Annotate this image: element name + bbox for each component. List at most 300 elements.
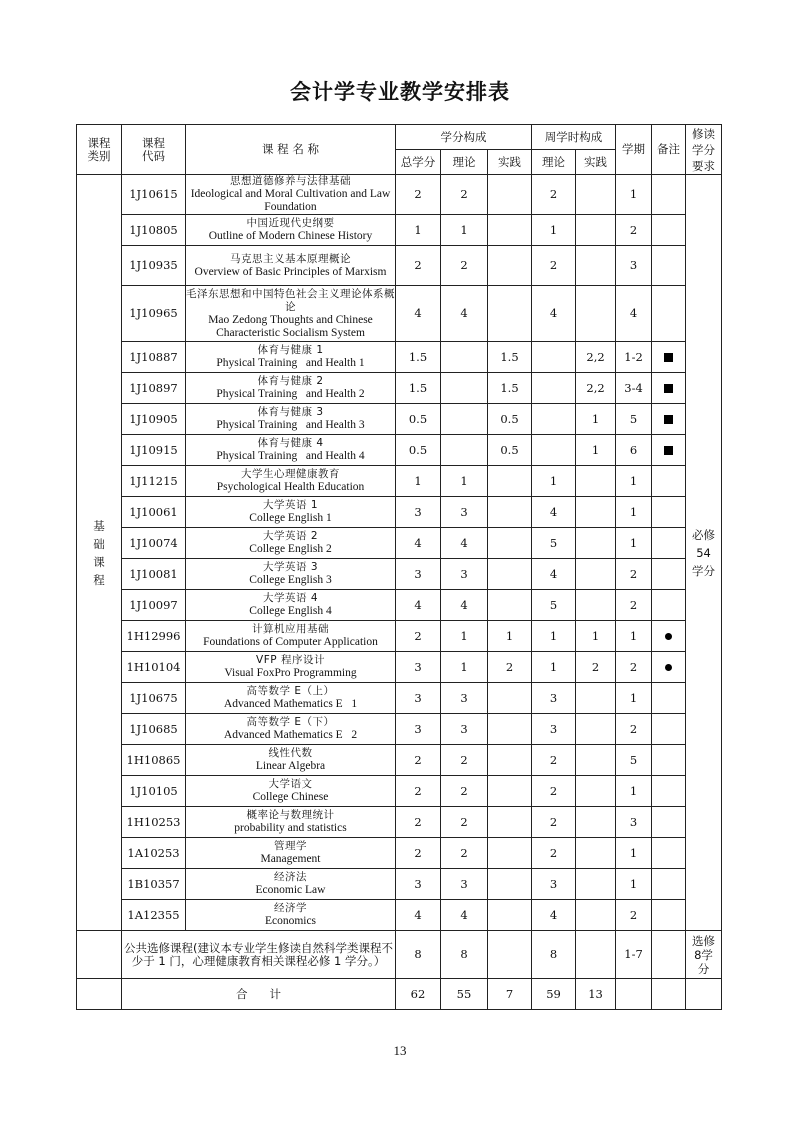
practice-credit: 2 xyxy=(488,652,532,683)
square-marker-icon xyxy=(664,446,673,455)
required-credits-label: 必修54学分 xyxy=(692,527,716,578)
course-name-en: Visual FoxPro Programming xyxy=(224,667,357,679)
practice-credit xyxy=(488,869,532,900)
page-number: 13 xyxy=(393,1043,407,1058)
theory-hours xyxy=(532,404,576,435)
course-name-en: Foundations of Computer Application xyxy=(203,636,378,648)
course-name xyxy=(186,683,396,714)
theory-credit: 8 xyxy=(441,931,488,979)
remark-cell xyxy=(652,286,686,342)
course-name-cn: 经济法 xyxy=(274,871,307,883)
theory-credit: 4 xyxy=(441,286,488,342)
table-row xyxy=(77,838,722,869)
table-row xyxy=(77,652,722,683)
table-row xyxy=(77,246,722,286)
category-label: 基础课程 xyxy=(93,518,105,587)
square-marker-icon xyxy=(664,384,673,393)
practice-hours xyxy=(576,559,616,590)
course-code: 1J10074 xyxy=(122,528,186,559)
course-name-cn: 思想道德修养与法律基础 xyxy=(230,175,351,187)
course-name-en: Economic Law xyxy=(255,884,326,896)
remark-cell xyxy=(652,590,686,621)
course-code: 1H12996 xyxy=(122,621,186,652)
course-name xyxy=(186,373,396,404)
course-name-en: College Chinese xyxy=(252,791,329,803)
theory-hours: 1 xyxy=(532,215,576,246)
course-name-en: probability and statistics xyxy=(234,822,347,834)
semester: 1-2 xyxy=(616,342,652,373)
dot-marker-icon xyxy=(665,633,672,640)
practice-hours xyxy=(576,466,616,497)
remark-cell xyxy=(652,528,686,559)
total-theory-hours: 59 xyxy=(532,979,576,1010)
practice-credit xyxy=(488,215,532,246)
dot-marker-icon xyxy=(665,664,672,671)
semester: 5 xyxy=(616,404,652,435)
table-row xyxy=(77,683,722,714)
course-name-cn: 大学英语 1 xyxy=(262,499,319,511)
practice-credit xyxy=(488,590,532,621)
remark-cell xyxy=(652,215,686,246)
practice-hours xyxy=(576,246,616,286)
theory-hours: 1 xyxy=(532,466,576,497)
course-table-body xyxy=(77,175,722,1010)
practice-credit xyxy=(488,776,532,807)
theory-credit: 3 xyxy=(441,869,488,900)
table-row xyxy=(77,869,722,900)
remark-cell xyxy=(652,466,686,497)
course-name-en: College English 1 xyxy=(249,512,332,524)
theory-hours: 3 xyxy=(532,869,576,900)
elective-credits-label: 选修8学分 xyxy=(692,933,716,976)
course-name-cn: 大学生心理健康教育 xyxy=(241,468,340,480)
course-code: 1J10805 xyxy=(122,215,186,246)
semester: 3 xyxy=(616,246,652,286)
theory-hours: 2 xyxy=(532,745,576,776)
remark-cell xyxy=(652,745,686,776)
course-code: 1J10097 xyxy=(122,590,186,621)
course-code: 1J10965 xyxy=(122,286,186,342)
course-name xyxy=(186,528,396,559)
course-name-cn: 线性代数 xyxy=(268,747,313,759)
course-code: 1H10253 xyxy=(122,807,186,838)
theory-credit: 4 xyxy=(441,590,488,621)
total-credit: 0.5 xyxy=(396,404,441,435)
course-name-cn: VFP 程序设计 xyxy=(256,654,325,666)
course-name xyxy=(186,776,396,807)
theory-hours: 2 xyxy=(532,807,576,838)
total-credit: 2 xyxy=(396,745,441,776)
theory-hours: 4 xyxy=(532,900,576,931)
practice-credit xyxy=(488,497,532,528)
theory-hours: 8 xyxy=(532,931,576,979)
table-row xyxy=(77,900,722,931)
header-hours-theory: 理论 xyxy=(532,150,576,175)
semester: 2 xyxy=(616,900,652,931)
header-category: 课程类别 xyxy=(77,125,122,175)
remark-cell xyxy=(652,559,686,590)
remark-cell xyxy=(652,776,686,807)
course-code: 1J10105 xyxy=(122,776,186,807)
header-requirement: 修读学分要求 xyxy=(686,125,722,175)
remark-cell xyxy=(652,497,686,528)
table-row xyxy=(77,590,722,621)
semester: 2 xyxy=(616,714,652,745)
remark-cell xyxy=(652,931,686,979)
course-name-cn: 大学英语 3 xyxy=(262,561,319,573)
course-code: 1B10357 xyxy=(122,869,186,900)
course-name xyxy=(186,590,396,621)
course-name-en: Management xyxy=(260,853,321,865)
practice-credit xyxy=(488,931,532,979)
course-code: 1A10253 xyxy=(122,838,186,869)
theory-hours: 2 xyxy=(532,776,576,807)
total-credit: 4 xyxy=(396,590,441,621)
table-row xyxy=(77,497,722,528)
header-remark: 备注 xyxy=(652,125,686,175)
course-name xyxy=(186,714,396,745)
header-hours-practice: 实践 xyxy=(576,150,616,175)
course-name xyxy=(186,435,396,466)
semester: 1 xyxy=(616,776,652,807)
course-name-cn: 概率论与数理统计 xyxy=(246,809,335,821)
public-elective-text: 公共选修课程(建议本专业学生修读自然科学类课程不少于 1 门，心理健康教育相关课程必修 1 学分。） xyxy=(122,931,396,979)
public-elective-row xyxy=(77,931,722,979)
header-practice: 实践 xyxy=(488,150,532,175)
total-credit: 2 xyxy=(396,838,441,869)
course-name-en: College English 3 xyxy=(249,574,332,586)
remark-cell xyxy=(652,175,686,215)
total-credit: 2 xyxy=(396,621,441,652)
total-credit: 2 xyxy=(396,807,441,838)
empty-cell xyxy=(616,979,652,1010)
course-name-en: Physical Training and Health 1 xyxy=(216,357,365,369)
practice-hours: 1 xyxy=(576,621,616,652)
semester: 1 xyxy=(616,175,652,215)
practice-credit xyxy=(488,745,532,776)
course-name-cn: 高等数学 E（上） xyxy=(246,685,335,697)
course-name xyxy=(186,246,396,286)
table-row xyxy=(77,404,722,435)
course-code: 1J10897 xyxy=(122,373,186,404)
table-row xyxy=(77,175,722,215)
requirement-cell xyxy=(686,175,722,931)
practice-hours xyxy=(576,528,616,559)
total-credit: 1 xyxy=(396,215,441,246)
theory-credit: 4 xyxy=(441,900,488,931)
remark-cell xyxy=(652,652,686,683)
theory-hours xyxy=(532,435,576,466)
total-practice-hours: 13 xyxy=(576,979,616,1010)
semester: 4 xyxy=(616,286,652,342)
practice-hours xyxy=(576,497,616,528)
theory-credit: 2 xyxy=(441,175,488,215)
total-credit: 2 xyxy=(396,246,441,286)
header-theory: 理论 xyxy=(441,150,488,175)
theory-hours: 2 xyxy=(532,175,576,215)
table-row xyxy=(77,528,722,559)
header-semester: 学期 xyxy=(616,125,652,175)
theory-hours: 1 xyxy=(532,652,576,683)
theory-hours: 3 xyxy=(532,683,576,714)
theory-credit xyxy=(441,435,488,466)
practice-hours xyxy=(576,807,616,838)
course-name xyxy=(186,900,396,931)
total-credit: 0.5 xyxy=(396,435,441,466)
category-cell xyxy=(77,175,122,931)
theory-hours: 3 xyxy=(532,714,576,745)
table-row xyxy=(77,286,722,342)
course-name-en: Physical Training and Health 4 xyxy=(216,450,365,462)
theory-hours: 5 xyxy=(532,590,576,621)
course-code: 1J10081 xyxy=(122,559,186,590)
table-row xyxy=(77,466,722,497)
course-code: 1J10905 xyxy=(122,404,186,435)
course-code: 1J10887 xyxy=(122,342,186,373)
header-code: 课程代码 xyxy=(122,125,186,175)
semester: 1 xyxy=(616,466,652,497)
theory-credit xyxy=(441,342,488,373)
course-name-en: College English 4 xyxy=(249,605,332,617)
semester: 2 xyxy=(616,215,652,246)
remark-cell xyxy=(652,435,686,466)
course-name-cn: 计算机应用基础 xyxy=(252,623,329,635)
practice-hours: 1 xyxy=(576,404,616,435)
remark-cell xyxy=(652,342,686,373)
square-marker-icon xyxy=(664,415,673,424)
schedule-table xyxy=(76,124,722,1010)
semester: 1 xyxy=(616,838,652,869)
course-code: 1J10061 xyxy=(122,497,186,528)
semester: 1-7 xyxy=(616,931,652,979)
course-name xyxy=(186,869,396,900)
total-label: 合 计 xyxy=(122,979,396,1010)
course-name-en: Advanced Mathematics E 2 xyxy=(223,729,358,741)
practice-hours xyxy=(576,931,616,979)
theory-credit: 2 xyxy=(441,745,488,776)
total-row xyxy=(77,979,722,1010)
theory-credit: 2 xyxy=(441,776,488,807)
course-name-cn: 中国近现代史纲要 xyxy=(246,217,335,229)
semester: 5 xyxy=(616,745,652,776)
semester: 6 xyxy=(616,435,652,466)
practice-hours xyxy=(576,590,616,621)
practice-hours: 1 xyxy=(576,435,616,466)
course-name-cn: 体育与健康 4 xyxy=(257,437,324,449)
theory-credit: 2 xyxy=(441,838,488,869)
course-name xyxy=(186,745,396,776)
practice-hours xyxy=(576,714,616,745)
course-code: 1H10104 xyxy=(122,652,186,683)
total-credit: 4 xyxy=(396,900,441,931)
practice-hours xyxy=(576,175,616,215)
header-credit-group: 学分构成 xyxy=(396,125,532,150)
course-name-en: Overview of Basic Principles of Marxism xyxy=(194,265,387,278)
total-credit: 3 xyxy=(396,683,441,714)
table-row xyxy=(77,776,722,807)
total-credit: 1.5 xyxy=(396,373,441,404)
course-name xyxy=(186,286,396,342)
course-name-cn: 大学英语 2 xyxy=(262,530,319,542)
practice-hours xyxy=(576,900,616,931)
total-credit: 3 xyxy=(396,869,441,900)
total-credit: 3 xyxy=(396,497,441,528)
remark-cell xyxy=(652,246,686,286)
practice-credit xyxy=(488,714,532,745)
total-total-credit: 62 xyxy=(396,979,441,1010)
table-row xyxy=(77,215,722,246)
course-code: 1J10615 xyxy=(122,175,186,215)
theory-credit: 4 xyxy=(441,528,488,559)
theory-hours: 4 xyxy=(532,286,576,342)
course-name xyxy=(186,652,396,683)
header-total-credit: 总学分 xyxy=(396,150,441,175)
course-name-cn: 毛泽东思想和中国特色社会主义理论体系概论 xyxy=(186,287,395,313)
course-code: 1J10935 xyxy=(122,246,186,286)
course-name xyxy=(186,621,396,652)
practice-credit xyxy=(488,466,532,497)
semester: 2 xyxy=(616,590,652,621)
course-name-en: Outline of Modern Chinese History xyxy=(208,230,373,242)
practice-credit xyxy=(488,528,532,559)
practice-credit xyxy=(488,286,532,342)
total-credit: 1.5 xyxy=(396,342,441,373)
theory-hours xyxy=(532,342,576,373)
course-name xyxy=(186,175,396,215)
remark-cell xyxy=(652,838,686,869)
semester: 1 xyxy=(616,497,652,528)
course-name-cn: 马克思主义基本原理概论 xyxy=(230,252,351,265)
total-credit: 3 xyxy=(396,652,441,683)
empty-cell xyxy=(77,931,122,979)
total-practice-credit: 7 xyxy=(488,979,532,1010)
practice-hours xyxy=(576,776,616,807)
theory-hours: 4 xyxy=(532,497,576,528)
course-name-en: Physical Training and Health 2 xyxy=(216,388,365,400)
practice-hours xyxy=(576,286,616,342)
total-credit: 1 xyxy=(396,466,441,497)
theory-credit: 3 xyxy=(441,683,488,714)
practice-credit xyxy=(488,807,532,838)
course-code: 1J10675 xyxy=(122,683,186,714)
total-credit: 8 xyxy=(396,931,441,979)
theory-credit: 2 xyxy=(441,807,488,838)
course-name-en: Advanced Mathematics E 1 xyxy=(223,698,358,710)
course-name-cn: 体育与健康 1 xyxy=(257,344,324,356)
table-row xyxy=(77,435,722,466)
course-name-en: Physical Training and Health 3 xyxy=(216,419,365,431)
theory-hours: 4 xyxy=(532,559,576,590)
course-name-en: Mao Zedong Thoughts and Chinese Characteristic Socialism System xyxy=(208,313,376,339)
semester: 2 xyxy=(616,559,652,590)
theory-credit: 3 xyxy=(441,559,488,590)
course-name xyxy=(186,342,396,373)
square-marker-icon xyxy=(664,353,673,362)
practice-credit xyxy=(488,175,532,215)
page-title: 会计学专业教学安排表 xyxy=(290,80,510,104)
remark-cell xyxy=(652,714,686,745)
theory-hours: 2 xyxy=(532,246,576,286)
course-name-en: Psychological Health Education xyxy=(216,481,365,493)
theory-credit xyxy=(441,373,488,404)
course-code: 1J11215 xyxy=(122,466,186,497)
theory-credit: 3 xyxy=(441,497,488,528)
table-row xyxy=(77,621,722,652)
practice-credit: 0.5 xyxy=(488,404,532,435)
theory-hours: 1 xyxy=(532,621,576,652)
course-name-en: College English 2 xyxy=(249,543,332,555)
course-name-en: Economics xyxy=(264,915,317,927)
practice-hours xyxy=(576,683,616,714)
remark-cell xyxy=(652,621,686,652)
course-name-en: Linear Algebra xyxy=(255,760,326,772)
practice-credit xyxy=(488,900,532,931)
empty-cell xyxy=(652,979,686,1010)
theory-credit: 2 xyxy=(441,246,488,286)
practice-hours: 2 xyxy=(576,652,616,683)
total-credit: 2 xyxy=(396,776,441,807)
theory-credit: 3 xyxy=(441,714,488,745)
practice-hours xyxy=(576,745,616,776)
table-row xyxy=(77,807,722,838)
practice-credit: 1.5 xyxy=(488,342,532,373)
practice-credit: 1.5 xyxy=(488,373,532,404)
course-code: 1J10915 xyxy=(122,435,186,466)
course-code: 1H10865 xyxy=(122,745,186,776)
total-credit: 3 xyxy=(396,714,441,745)
course-name-cn: 管理学 xyxy=(274,840,307,852)
theory-hours: 5 xyxy=(532,528,576,559)
course-code: 1A12355 xyxy=(122,900,186,931)
header-hours-group: 周学时构成 xyxy=(532,125,616,150)
course-name xyxy=(186,215,396,246)
remark-cell xyxy=(652,807,686,838)
table-row xyxy=(77,745,722,776)
total-credit: 4 xyxy=(396,528,441,559)
practice-credit xyxy=(488,838,532,869)
course-name-cn: 经济学 xyxy=(274,902,307,914)
semester: 1 xyxy=(616,621,652,652)
course-name-cn: 大学英语 4 xyxy=(262,592,319,604)
course-name xyxy=(186,497,396,528)
practice-hours xyxy=(576,869,616,900)
elective-requirement-cell xyxy=(686,931,722,979)
theory-credit: 1 xyxy=(441,621,488,652)
semester: 3-4 xyxy=(616,373,652,404)
semester: 1 xyxy=(616,683,652,714)
practice-hours xyxy=(576,215,616,246)
remark-cell xyxy=(652,683,686,714)
course-name xyxy=(186,807,396,838)
course-name xyxy=(186,404,396,435)
theory-credit: 1 xyxy=(441,215,488,246)
remark-cell xyxy=(652,869,686,900)
semester: 1 xyxy=(616,869,652,900)
total-credit: 2 xyxy=(396,175,441,215)
practice-credit xyxy=(488,246,532,286)
table-row xyxy=(77,342,722,373)
header-name: 课 程 名 称 xyxy=(186,125,396,175)
total-credit: 4 xyxy=(396,286,441,342)
course-name-cn: 大学语文 xyxy=(268,778,313,790)
empty-cell xyxy=(77,979,122,1010)
remark-cell xyxy=(652,373,686,404)
course-name-cn: 高等数学 E（下） xyxy=(246,716,335,728)
semester: 2 xyxy=(616,652,652,683)
practice-hours: 2,2 xyxy=(576,373,616,404)
remark-cell xyxy=(652,404,686,435)
practice-hours: 2,2 xyxy=(576,342,616,373)
